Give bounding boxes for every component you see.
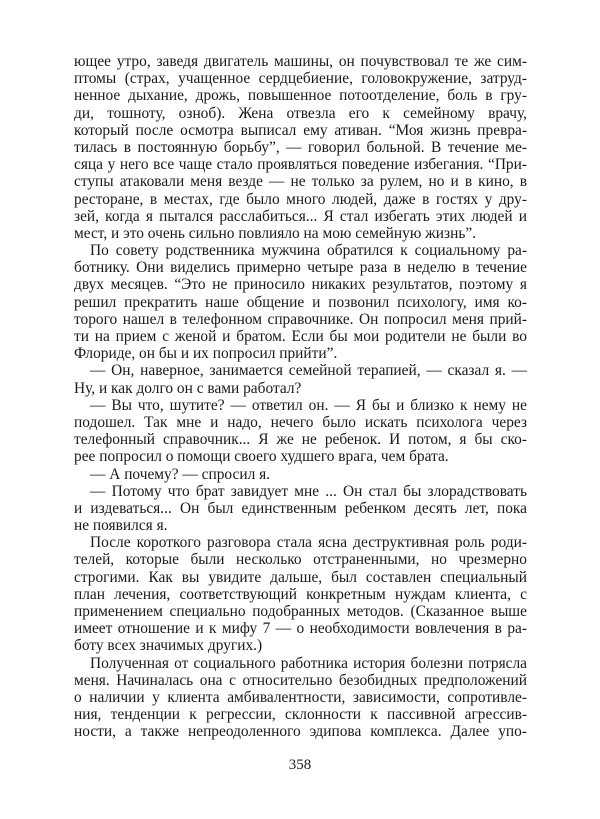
text-line: — Потому что брат завидует мне ... Он стал бы злорадствовать: [90, 482, 527, 500]
text-line: — Вы что, шутите? — ответил он. — Я бы и близко к нему не: [90, 396, 527, 414]
text-line: строгими. Как вы увидите дальше, был составлен специальный: [74, 568, 527, 586]
page-number: 358: [288, 757, 312, 773]
paragraph: [74, 362, 527, 396]
text-line: ния, тенденции к регрессии, склонности к пассивной агрессив-: [74, 706, 527, 724]
text-line: По совету родственника мужчина обратился к социальному ра-: [90, 242, 527, 260]
text-line: рее попросил о помощи своего худшего врага, чем брата.: [74, 448, 449, 466]
text-line: план лечения, соответствующий конкретным нуждам клиента, с: [74, 585, 527, 603]
paragraph: [74, 466, 527, 483]
text-line: — Он, наверное, занимается семейной терапией, — сказал я. —: [90, 362, 527, 380]
page-body-text: [74, 53, 527, 741]
text-line: ди, тошноту, озноб). Жена отвезла его к семейному врачу,: [74, 104, 527, 122]
text-line: ботнику. Они виделись примерно четыре раза в неделю в течение: [74, 259, 527, 277]
text-line: двух месяцев. “Это не приносило никаких результатов, поэтому я: [74, 276, 527, 294]
paragraph: [74, 242, 527, 362]
text-line: ти на прием с женой и братом. Если бы мои родители не были во: [74, 328, 527, 345]
text-line: который после осмотра выписал ему ативан. “Моя жизнь превра-: [74, 121, 527, 139]
text-line: решил прекратить наше общение и позвонил психологу, имя ко-: [74, 293, 527, 311]
text-line: боту всех значимых других.): [74, 637, 263, 655]
text-line: и издеваться... Он был единственным ребенком десять лет, пока: [74, 499, 527, 517]
text-line: ступы атаковали меня везде — не только за рулем, но и в кино, в: [74, 173, 527, 191]
text-line: ющее утро, заведя двигатель машины, он почувствовал те же сим-: [74, 53, 527, 70]
paragraph: [74, 483, 527, 535]
text-line: подошел. Так мне и надо, нечего было искать психолога через: [74, 413, 527, 431]
text-line: меня. Начиналась она с относительно безобидных предположений: [74, 671, 527, 689]
paragraph: [74, 53, 527, 242]
text-line: торого нашел в телефонном справочнике. Он попросил меня прий-: [74, 310, 527, 328]
text-line: тилась в постоянную борьбу”, — говорил больной. В течение ме-: [74, 138, 527, 156]
text-line: ресторане, в местах, где было много людей, даже в гостях у дру-: [74, 190, 527, 208]
text-line: о наличии у клиента амбивалентности, зависимости, сопротивле-: [74, 688, 527, 706]
text-line: ненное дыхание, дрожь, повышенное потоотделение, боль в гру-: [74, 87, 527, 105]
text-line: сяца у него все чаще стало проявляться поведение избегания. “При-: [74, 156, 527, 174]
text-line: После короткого разговора стала ясна деструктивная роль роди-: [90, 534, 527, 552]
text-line: имеет отношение и к мифу 7 — о необходимости вовлечения в ра-: [74, 620, 527, 638]
text-line: Полученная от социального работника история болезни потрясла: [90, 654, 527, 672]
text-line: не появился я.: [74, 517, 168, 535]
text-line: птомы (страх, учащенное сердцебиение, головокружение, затруд-: [74, 70, 527, 88]
text-line: мест, и это очень сильно повлияло на мою семейную жизнь”.: [74, 224, 477, 242]
text-line: телефонный справочник... Я же не ребенок. И потом, я бы ско-: [74, 431, 527, 449]
text-line: телей, которые были несколько отстраненными, но чрезмерно: [74, 551, 527, 569]
text-line: ности, а также непреодоленного эдипова комплекса. Далее упо-: [74, 723, 527, 741]
paragraph: [74, 397, 527, 466]
text-line: — А почему? — спросил я.: [90, 465, 271, 483]
text-line: зей, когда я пытался расслабиться... Я стал избегать этих людей и: [74, 207, 527, 225]
text-line: Флориде, он бы и их попросил прийти”.: [74, 345, 338, 363]
paragraph: [74, 534, 527, 654]
text-line: применением специально подобранных методов. (Сказанное выше: [74, 603, 527, 620]
text-line: Ну, и как долго он с вами работал?: [74, 379, 302, 397]
paragraph: [74, 655, 527, 741]
